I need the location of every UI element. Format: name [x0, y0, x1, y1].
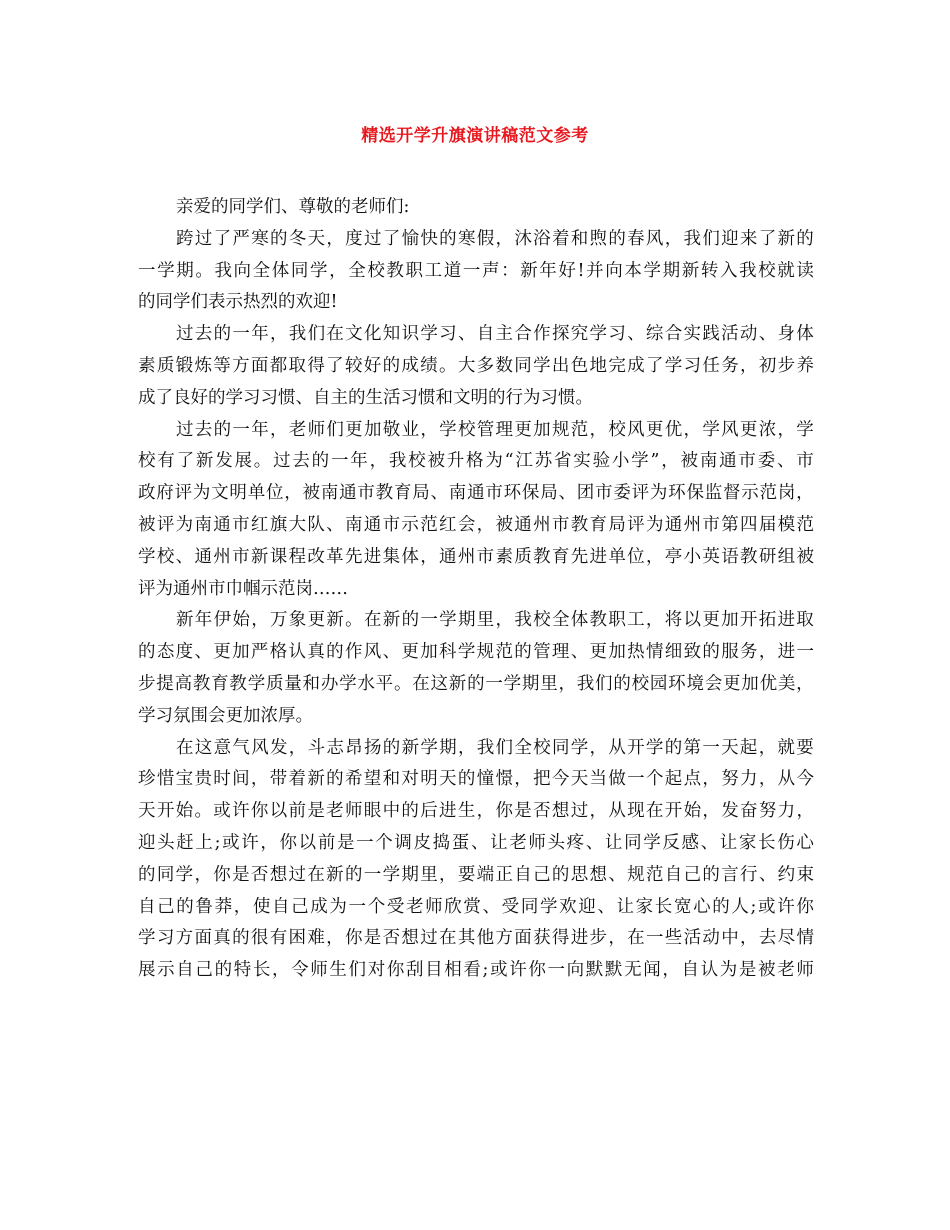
document-body	[138, 192, 814, 987]
text-line: 步 提 高 教 育 教 学 质 量 和 办 学 水 平 。 在 这 新 的 一 学 期 里 ， 我 们 的 校 园 环 境 会 更 加 优 美 ，	[138, 673, 814, 694]
text-line: 成了良好的学习习惯、自主的生活习惯和文明的行为习惯。	[138, 387, 593, 408]
text-line: 学 校 、 通 州 市 新 课 程 改 革 先 进 集 体 ， 通 州 市 素 质 教 育 先 进 单 位 ， 亭 小 英 语 教 研 组 被	[138, 546, 814, 567]
text-line: 一 学 期 。 我 向 全 体 同 学 ， 全 校 教 职 工 道 一 声 ： 新 年 好 ! 并 向 本 学 期 新 转 入 我 校 就 读	[138, 260, 814, 281]
text-line: 的同学们表示热烈的欢迎!	[138, 292, 338, 313]
text-line: 过 去 的 一 年 ， 我 们 在 文 化 知 识 学 习 、 自 主 合 作 探 究 学 习 、 综 合 实 践 活 动 、 身 体	[176, 324, 814, 345]
text-line: 素 质 锻 炼 等 方 面 都 取 得 了 较 好 的 成 绩 。 大 多 数 同 学 出 色 地 完 成 了 学 习 任 务 ， 初 步 养	[138, 355, 814, 376]
text-line: 亲爱的同学们、尊敬的老师们:	[176, 197, 410, 217]
text-line: 迎 头 赶 上 ; 或 许 ， 你 以 前 是 一 个 调 皮 捣 蛋 、 让 老 师 头 疼 、 让 同 学 反 感 、 让 家 长 伤 心	[138, 832, 814, 853]
text-line: 学习氛围会更加浓厚。	[138, 705, 313, 726]
text-line: 过 去 的 一 年 ， 老 师 们 更 加 敬 业 ， 学 校 管 理 更 加 规 范 ， 校 风 更 优 ， 学 风 更 浓 ， 学	[176, 419, 814, 440]
text-line: 珍 惜 宝 贵 时 间 ， 带 着 新 的 希 望 和 对 明 天 的 憧 憬 ， 把 今 天 当 做 一 个 起 点 ， 努 力 ， 从 今	[138, 769, 814, 790]
text-line: 自 己 的 鲁 莽 ， 使 自 己 成 为 一 个 受 老 师 欣 赏 、 受 同 学 欢 迎 、 让 家 长 宽 心 的 人 ; 或 许 你	[138, 896, 814, 917]
text-line: 的 态 度 、 更 加 严 格 认 真 的 作 风 、 更 加 科 学 规 范 的 管 理 、 更 加 热 情 细 致 的 服 务 ， 进 一	[138, 642, 814, 663]
text-line: 学 习 方 面 真 的 很 有 困 难 ， 你 是 否 想 过 在 其 他 方 面 获 得 进 步 ， 在 一 些 活 动 中 ， 去 尽 情	[138, 928, 814, 949]
text-line: 评为通州市巾帼示范岗……	[138, 578, 348, 599]
text-line: 跨 过 了 严 寒 的 冬 天 ， 度 过 了 愉 快 的 寒 假 ， 沐 浴 着 和 煦 的 春 风 ， 我 们 迎 来 了 新 的	[176, 228, 814, 249]
text-line: 展 示 自 己 的 特 长 ， 令 师 生 们 对 你 刮 目 相 看 ; 或 许 你 一 向 默 默 无 闻 ， 自 认 为 是 被 老 师	[138, 960, 814, 981]
text-line: 新 年 伊 始 ， 万 象 更 新 。 在 新 的 一 学 期 里 ， 我 校 全 体 教 职 工 ， 将 以 更 加 开 拓 进 取	[176, 610, 814, 631]
document-title: 精选开学升旗演讲稿范文参考	[361, 126, 589, 146]
text-line: 校 有 了 新 发 展 。 过 去 的 一 年 ， 我 校 被 升 格 为 “ 江 苏 省 实 验 小 学 ” ， 被 南 通 市 委 、 市	[138, 451, 814, 472]
text-line: 在 这 意 气 风 发 ， 斗 志 昂 扬 的 新 学 期 ， 我 们 全 校 同 学 ， 从 开 学 的 第 一 天 起 ， 就 要	[176, 737, 814, 758]
text-line: 政 府 评 为 文 明 单 位 ， 被 南 通 市 教 育 局 、 南 通 市 环 保 局 、 团 市 委 评 为 环 保 监 督 示 范 岗 ，	[138, 483, 814, 504]
text-line: 的 同 学 ， 你 是 否 想 过 在 新 的 一 学 期 里 ， 要 端 正 自 己 的 思 想 、 规 范 自 己 的 言 行 、 约 束	[138, 864, 814, 885]
text-line: 被 评 为 南 通 市 红 旗 大 队 、 南 通 市 示 范 红 会 ， 被 通 州 市 教 育 局 评 为 通 州 市 第 四 届 模 范	[138, 514, 814, 535]
text-line: 天 开 始 。 或 许 你 以 前 是 老 师 眼 中 的 后 进 生 ， 你 是 否 想 过 ， 从 现 在 开 始 ， 发 奋 努 力 ，	[138, 801, 814, 822]
